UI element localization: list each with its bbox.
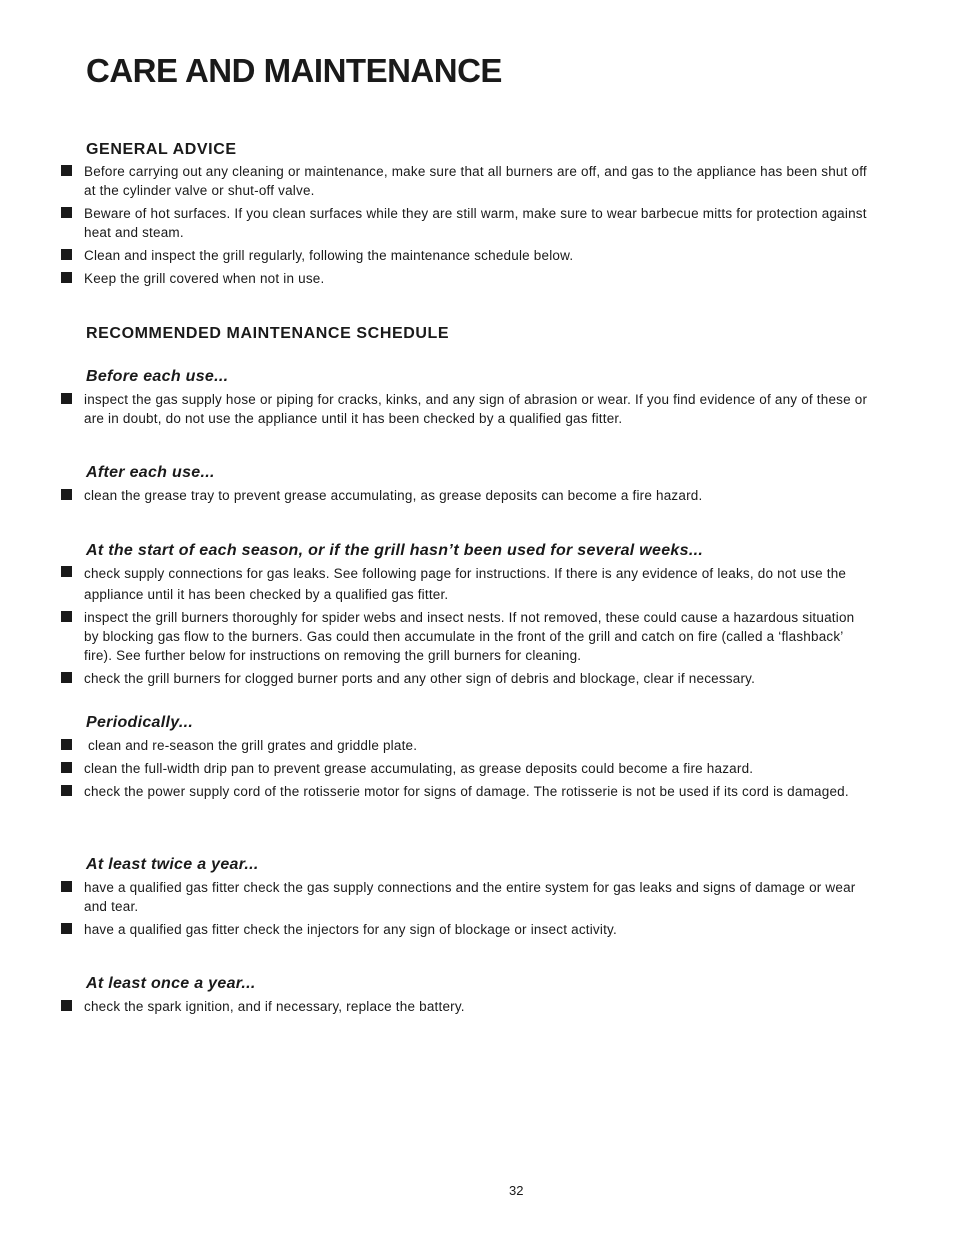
subheading-twice-a-year: At least twice a year...	[86, 856, 259, 873]
subheading-after-each-use: After each use...	[86, 464, 215, 481]
bullet-square-icon	[61, 393, 72, 404]
bullet-square-icon	[61, 1000, 72, 1011]
bullet-square-icon	[61, 785, 72, 796]
list-item-text: check the power supply cord of the rotisserie motor for signs of damage. The rotisserie is not be used if its cord is damaged.	[84, 784, 849, 799]
list-item-text: check supply connections for gas leaks. See following page for instructions. If there is any evidence of leaks, do not use the appliance until it has been checked by a qualified gas fitter.	[84, 566, 847, 602]
subheading-start-of-season: At the start of each season, or if the grill hasn’t been used for several weeks...	[86, 542, 704, 559]
bullet-square-icon	[61, 207, 72, 218]
subheading-before-each-use: Before each use...	[86, 368, 229, 385]
list-item-text: clean the full-width drip pan to prevent grease accumulating, as grease deposits could become a fire hazard.	[84, 761, 754, 776]
subheading-once-a-year: At least once a year...	[86, 975, 256, 992]
list-item-text: clean the grease tray to prevent grease accumulating, as grease deposits can become a fire hazard.	[84, 488, 703, 503]
section-heading-maintenance-schedule: RECOMMENDED MAINTENANCE SCHEDULE	[86, 325, 450, 342]
bullet-square-icon	[61, 165, 72, 176]
bullet-square-icon	[61, 249, 72, 260]
bullet-square-icon	[61, 923, 72, 934]
bullet-square-icon	[61, 566, 72, 577]
bullet-square-icon	[61, 272, 72, 283]
bullet-square-icon	[61, 762, 72, 773]
bullet-square-icon	[61, 739, 72, 750]
bullet-square-icon	[61, 489, 72, 500]
list-item-text: Keep the grill covered when not in use.	[84, 271, 325, 286]
list-item-text: clean and re-season the grill grates and griddle plate.	[88, 738, 418, 753]
list-item-text: check the spark ignition, and if necessary, replace the battery.	[84, 999, 465, 1014]
list-item-text: have a qualified gas fitter check the injectors for any sign of blockage or insect activity.	[84, 922, 617, 937]
subheading-periodically: Periodically...	[86, 714, 194, 731]
bullet-square-icon	[61, 672, 72, 683]
bullet-square-icon	[61, 611, 72, 622]
list-item-text: inspect the gas supply hose or piping for cracks, kinks, and any sign of abrasion or wear. If you find evidence of any of these or are in doubt, do not use the appliance until it has been checked by a qualified gas fitter.	[84, 392, 868, 426]
list-item-text: Beware of hot surfaces. If you clean surfaces while they are still warm, make sure to wear barbecue mitts for protection against heat and steam.	[84, 206, 867, 240]
page-number: 32	[509, 1183, 524, 1198]
list-item-text: Clean and inspect the grill regularly, following the maintenance schedule below.	[84, 248, 574, 263]
page-title: CARE AND MAINTENANCE	[86, 52, 502, 89]
list-item-text: check the grill burners for clogged burner ports and any other sign of debris and blockage, clear if necessary.	[84, 671, 756, 686]
list-item-text: Before carrying out any cleaning or maintenance, make sure that all burners are off, and gas to the appliance has been shut off at the cylinder valve or shut-off valve.	[84, 164, 867, 198]
section-heading-general-advice: GENERAL ADVICE	[86, 141, 237, 158]
list-item-text: inspect the grill burners thoroughly for spider webs and insect nests. If not removed, these could cause a hazardous situation by blocking gas flow to the burners. Gas could then accumulate in the front of the grill and catch on fire (called a ‘flashback’ fire). See further below for instructions on removing the grill burners for cleaning.	[84, 610, 855, 663]
bullet-square-icon	[61, 881, 72, 892]
list-item-text: have a qualified gas fitter check the gas supply connections and the entire system for gas leaks and signs of damage or wear and tear.	[84, 880, 856, 914]
